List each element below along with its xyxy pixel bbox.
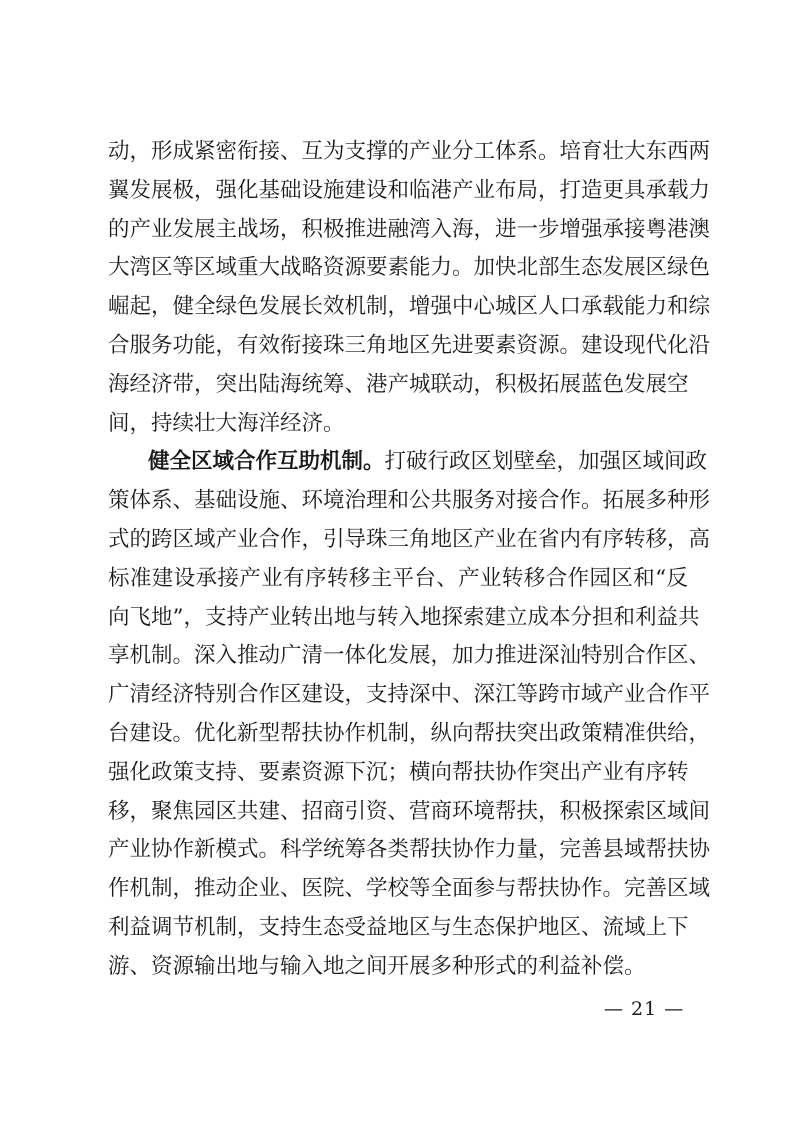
text-line: 产业协作新模式。科学统筹各类帮扶协作力量，完善县域帮扶协 — [108, 837, 711, 863]
text-line: 的产业发展主战场，积极推进融湾入海，进一步增强承接粤港澳 — [108, 216, 711, 242]
text-line: 动，形成紧密衔接、互为支撑的产业分工体系。培育壮大东西两 — [108, 139, 711, 164]
paragraph-1 — [108, 136, 711, 446]
text-line: 式的跨区域产业合作，引导珠三角地区产业在省内有序转移，高 — [108, 526, 711, 552]
text-line: 策体系、基础设施、环境治理和公共服务对接合作。拓展多种形 — [108, 488, 711, 514]
text-line: 享机制。深入推动广清一体化发展，加力推进深汕特别合作区、 — [108, 643, 711, 669]
lead-line-text: 打破行政区划壁垒，加强区域间政 — [384, 449, 708, 475]
text-line: 大湾区等区域重大战略资源要素能力。加快北部生态发展区绿色 — [108, 255, 711, 281]
text-line: 间，持续壮大海洋经济。 — [108, 410, 345, 436]
text-line: 崛起，健全绿色发展长效机制，增强中心城区人口承载能力和综 — [108, 294, 711, 320]
text-line: 向飞地”，支持产业转出地与转入地探索建立成本分担和利益共 — [108, 604, 700, 630]
text-line: 游、资源输出地与输入地之间开展多种形式的利益补偿。 — [108, 953, 646, 979]
body-text — [108, 136, 711, 990]
text-line: 标准建设承接产业有序转移主平台、产业转移合作园区和“反 — [108, 565, 688, 591]
paragraph-2 — [108, 446, 711, 989]
text-line: 合服务功能，有效衔接珠三角地区先进要素资源。建设现代化沿 — [108, 332, 711, 358]
section-lead-heading: 健全区域合作互助机制。 — [148, 449, 385, 475]
text-line: 广清经济特别合作区建设，支持深中、深江等跨市域产业合作平 — [108, 682, 711, 708]
text-line: 移，聚焦园区共建、招商引资、营商环境帮扶，积极探索区域间 — [108, 798, 711, 824]
text-line — [108, 446, 708, 485]
text-line: 强化政策支持、要素资源下沉；横向帮扶协作突出产业有序转 — [108, 759, 689, 785]
text-line: 台建设。优化新型帮扶协作机制，纵向帮扶突出政策精准供给， — [108, 720, 711, 746]
text-line: 翼发展极，强化基础设施建设和临港产业布局，打造更具承载力 — [108, 177, 711, 203]
page-number: — 21 — — [604, 998, 685, 1020]
text-line: 利益调节机制，支持生态受益地区与生态保护地区、流域上下 — [108, 914, 689, 940]
text-line: 作机制，推动企业、医院、学校等全面参与帮扶协作。完善区域 — [108, 876, 711, 902]
text-line: 海经济带，突出陆海统筹、港产城联动，积极拓展蓝色发展空 — [108, 371, 689, 397]
